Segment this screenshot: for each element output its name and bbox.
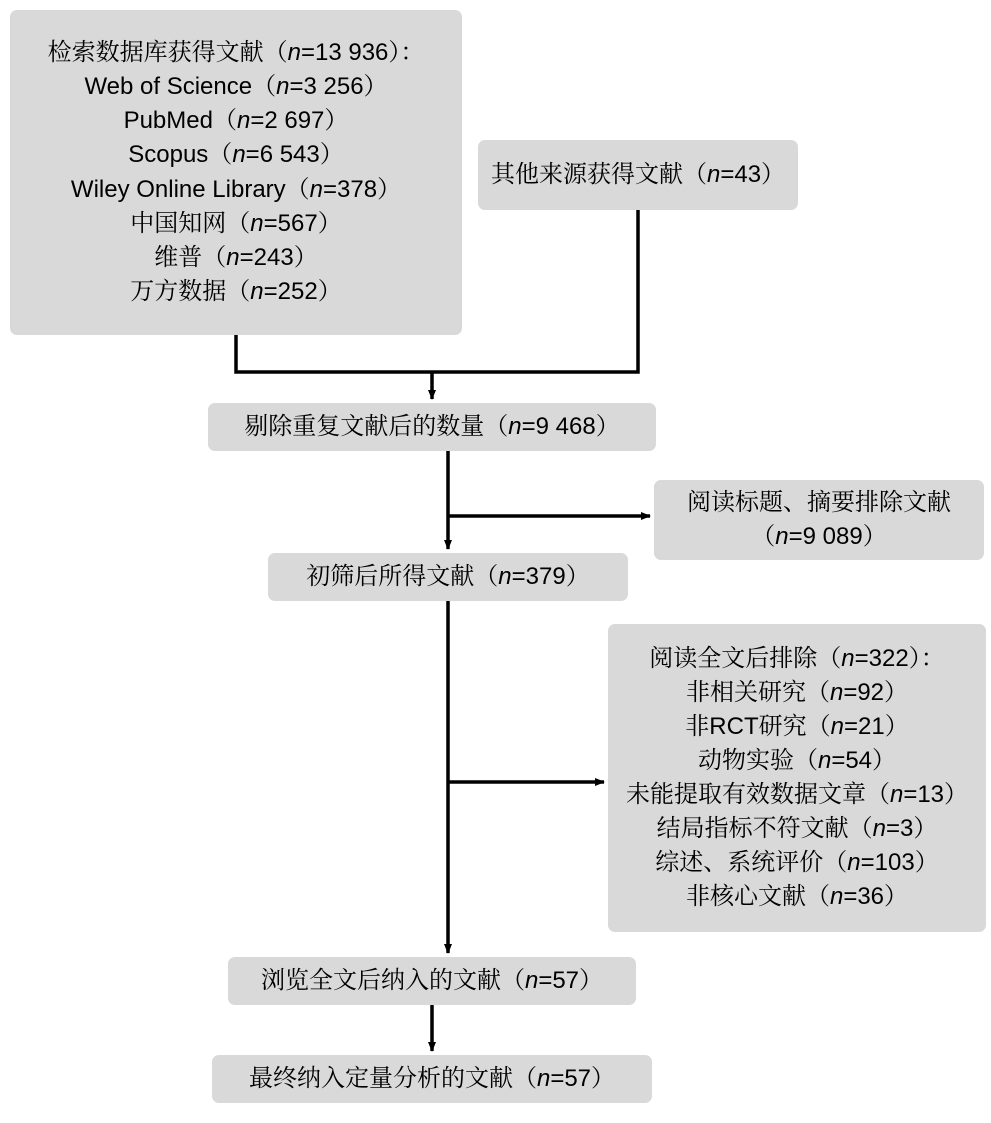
box-line: 浏览全文后纳入的文献（n=57） (260, 966, 604, 994)
box-line: 非相关研究（n=92） (685, 678, 909, 706)
box-screened-records (268, 553, 628, 601)
box-final-quantitative (212, 1055, 652, 1103)
box-included-full-text (228, 957, 636, 1005)
box-line: 阅读全文后排除（n=322）： (649, 644, 945, 672)
box-excluded-title-abstract (654, 480, 984, 560)
box-line: 检索数据库获得文献（n=13 936）： (47, 39, 425, 67)
box-line: 未能提取有效数据文章（n=13） (625, 781, 969, 808)
box-line: 非核心文献（n=36） (685, 883, 909, 911)
box-excluded-full-text (608, 624, 986, 932)
edge-databases-to-merge (236, 335, 432, 372)
box-line: 初筛后所得文献（n=379） (306, 562, 590, 590)
box-line: Web of Science（n=3 256） (84, 73, 388, 101)
box-line: 剔除重复文献后的数量（n=9 468） (244, 412, 620, 440)
box-line: 万方数据（n=252） (130, 277, 342, 305)
box-line: 综述、系统评价（n=103） (655, 849, 939, 877)
box-other-sources (478, 140, 798, 210)
box-line: 非RCT研究（n=21） (685, 712, 909, 740)
box-line: 中国知网（n=567） (130, 209, 342, 237)
box-line: Scopus（n=6 543） (128, 141, 344, 169)
box-line: 阅读标题、摘要排除文献 (687, 488, 951, 516)
box-line: 其他来源获得文献（n=43） (490, 160, 786, 188)
box-line: 结局指标不符文献（n=3） (656, 815, 938, 843)
box-line: 维普（n=243） (154, 243, 318, 271)
box-line: 最终纳入定量分析的文献（n=57） (248, 1064, 616, 1092)
box-line: （n=9 089） (751, 523, 887, 550)
box-line: 动物实验（n=54） (697, 746, 897, 774)
box-databases-records (10, 10, 462, 335)
box-line: PubMed（n=2 697） (123, 107, 349, 135)
edge-other-to-merge (432, 210, 638, 372)
box-line: Wiley Online Library（n=378） (70, 175, 402, 203)
box-deduplicated-records (208, 403, 656, 451)
